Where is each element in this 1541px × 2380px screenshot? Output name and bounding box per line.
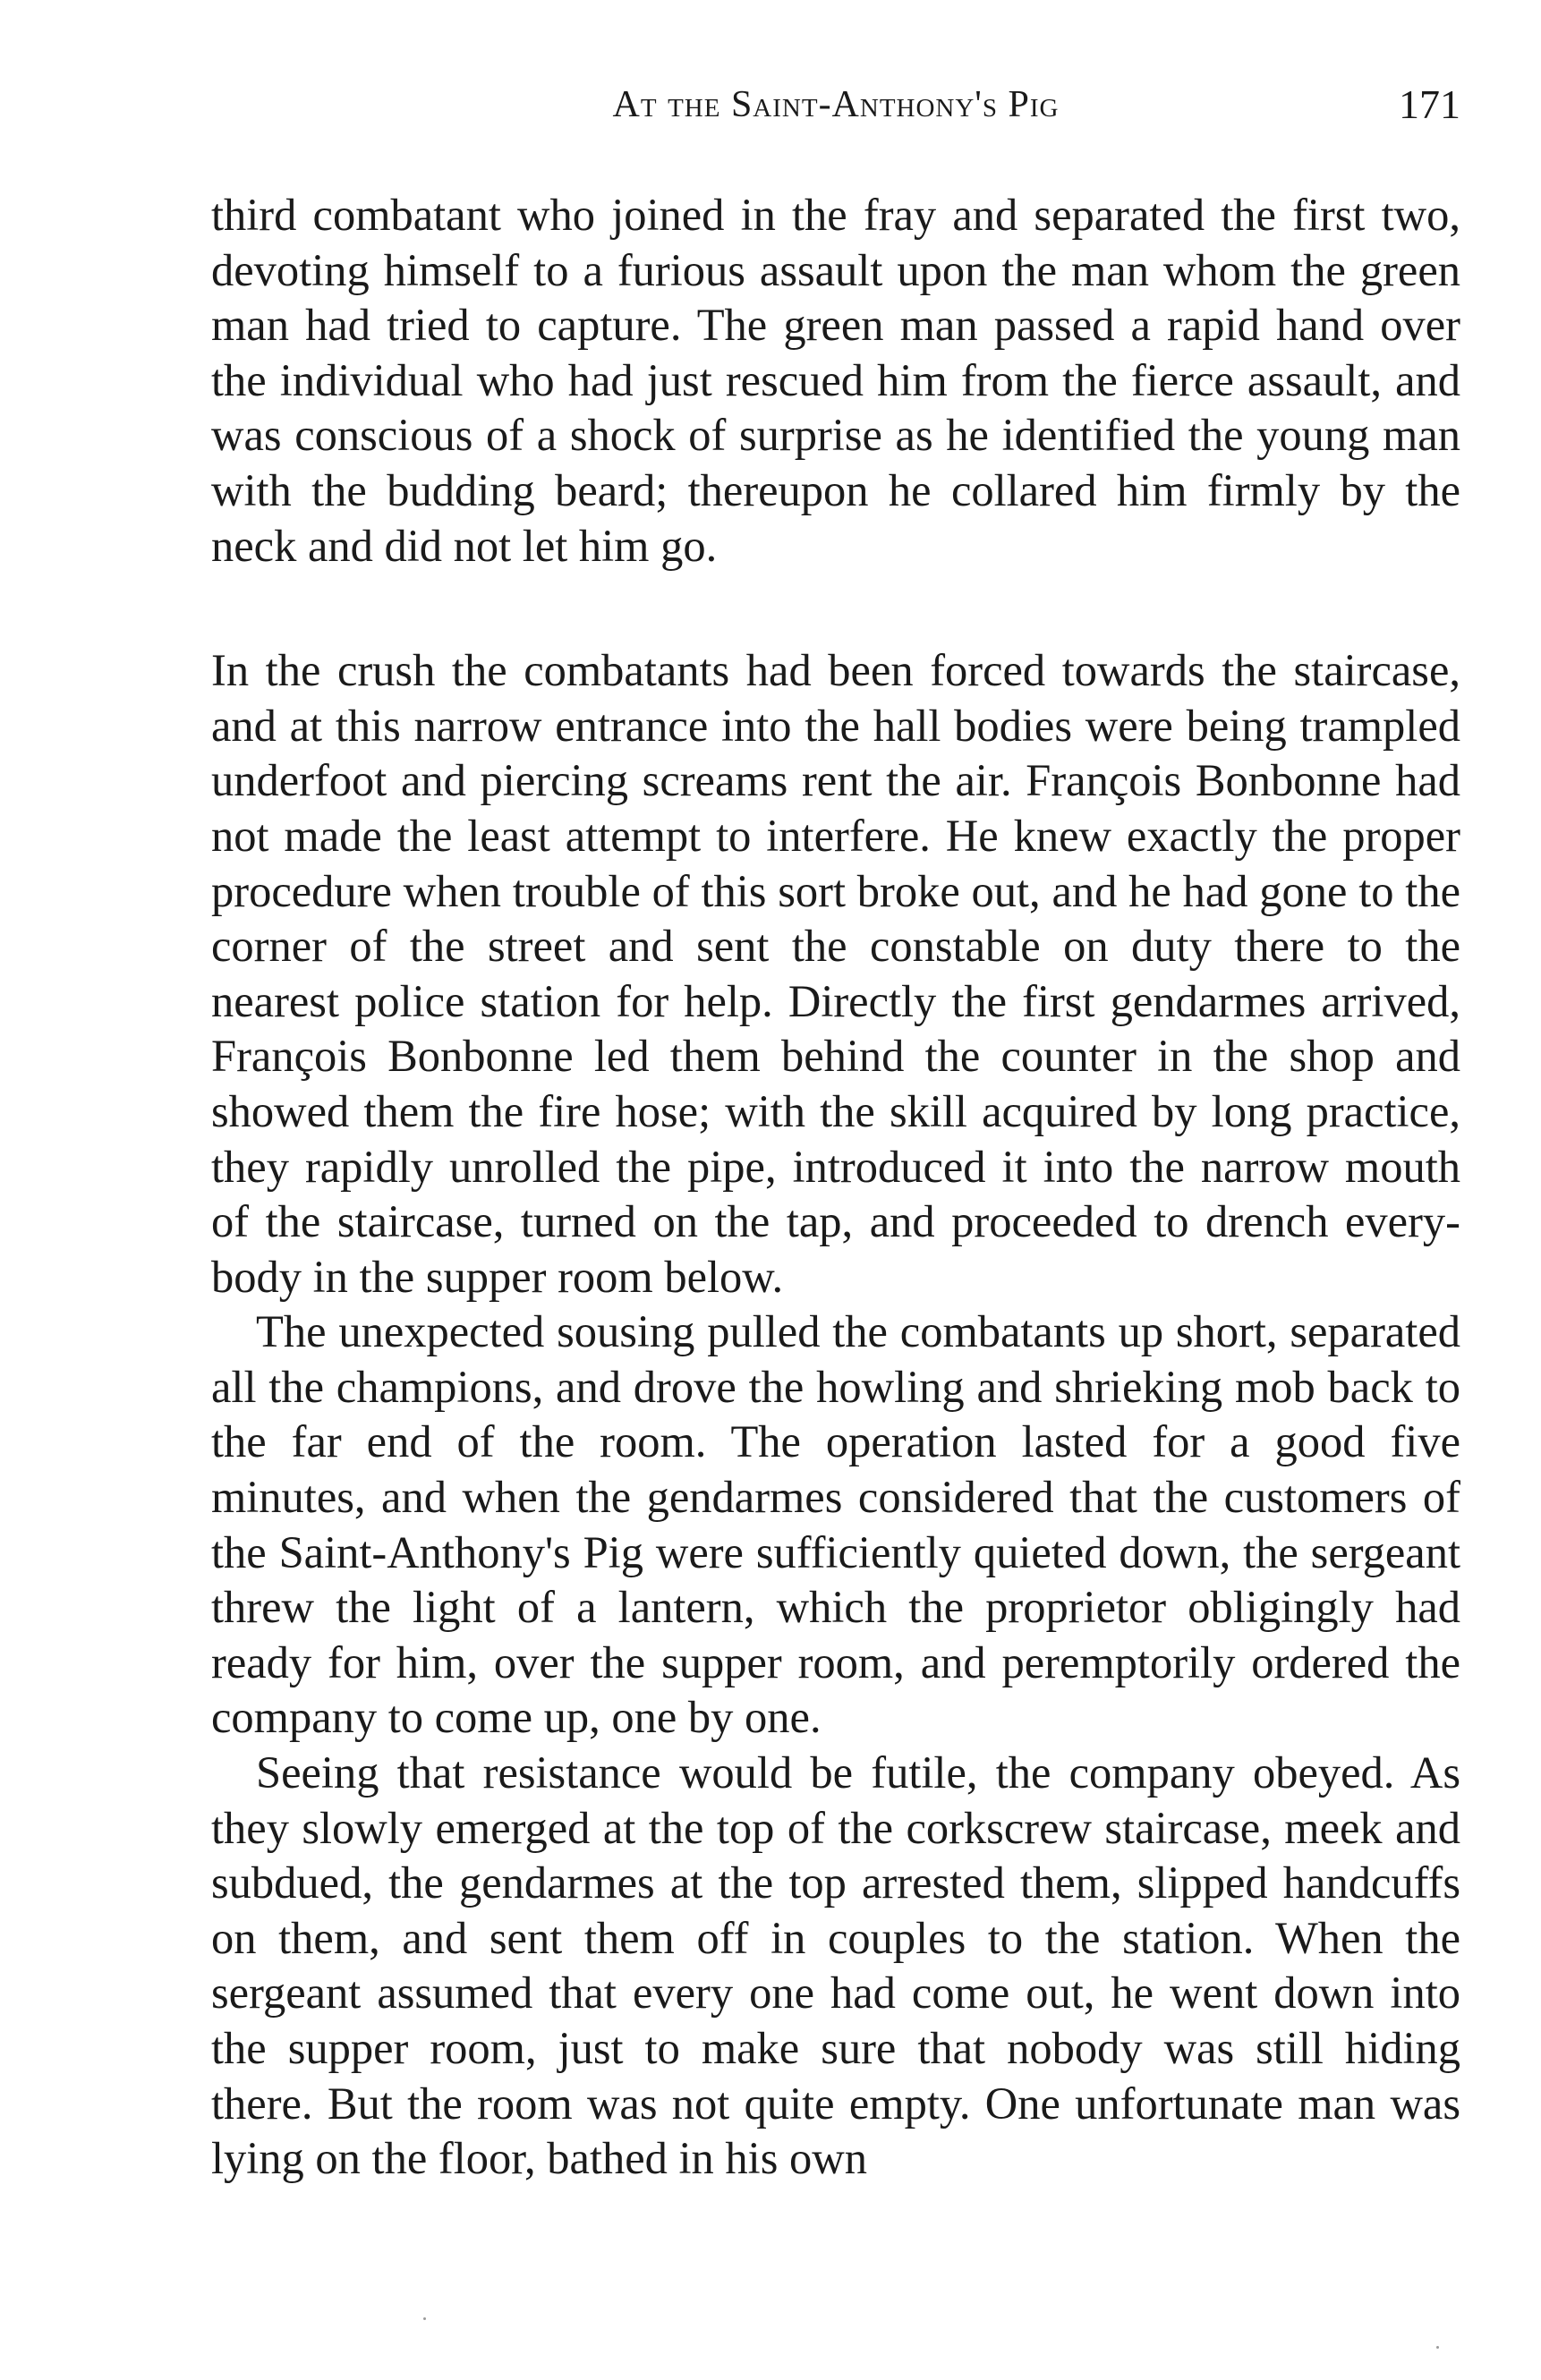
paragraph: Seeing that resistance would be futile, the company obeyed. As they slowly emerged at the top of the corkscrew staircase, meek and subdued, the gendarmes at the top arrested them, slipped handcuffs on them, and sent them off in couples to the station. When the sergeant assumed that every one had come out, he went down into the supper room, just to make sure that nobody was still hiding there. But the room was not quite empty. One unfortunate man was lying on the floor, bathed in his own [211, 1747, 1460, 2184]
running-head [211, 73, 1460, 136]
page-number: 171 [1399, 81, 1460, 127]
paper-speck [1436, 2346, 1439, 2349]
body-text [211, 188, 1460, 2187]
book-page [211, 0, 1460, 2380]
paper-speck [423, 2317, 426, 2320]
paragraph: In the crush the combatants had been forced towards the staircase, and at this narrow entrance into the hall bodies were being trampled underfoot and piercing screams rent the air. François Bonbonne had not made the least attempt to interfere. He knew exactly the proper procedure when trouble of this sort broke out, and he had gone to the corner of the street and sent the constable on duty there to the nearest police station for help. Directly the first gendarmes arrived, François Bonbonne led them behind the counter in the shop and showed them the fire hose; with the skill acquired by long practice, they rapidly unrolled the pipe, introduced it into the narrow mouth of the staircase, turned on the tap, and proceeded to drench everybody in the supper room below. [211, 645, 1460, 1302]
paragraph-continuation: third combatant who joined in the fray and separated the first two, devoting himself to a furious assault upon the man whom the green man had tried to capture. The green man passed a rapid hand over the individual who had just rescued him from the fierce assault, and was conscious of a shock of surprise as he identified the young man with the budding beard; thereupon he collared him firmly by the neck and did not let him go. [211, 190, 1460, 571]
paragraph: The unexpected sousing pulled the combatants up short, separated all the champions, and drove the howling and shrieking mob back to the far end of the room. The operation lasted for a good five minutes, and when the gendarmes considered that the customers of the Saint-Anthony's Pig were sufficiently quieted down, the sergeant threw the light of a lantern, which the proprietor obligingly had ready for him, over the supper room, and peremptorily ordered the company to come up, one by one. [211, 1306, 1460, 1743]
running-title: At the Saint-Anthony's Pig [612, 84, 1060, 125]
